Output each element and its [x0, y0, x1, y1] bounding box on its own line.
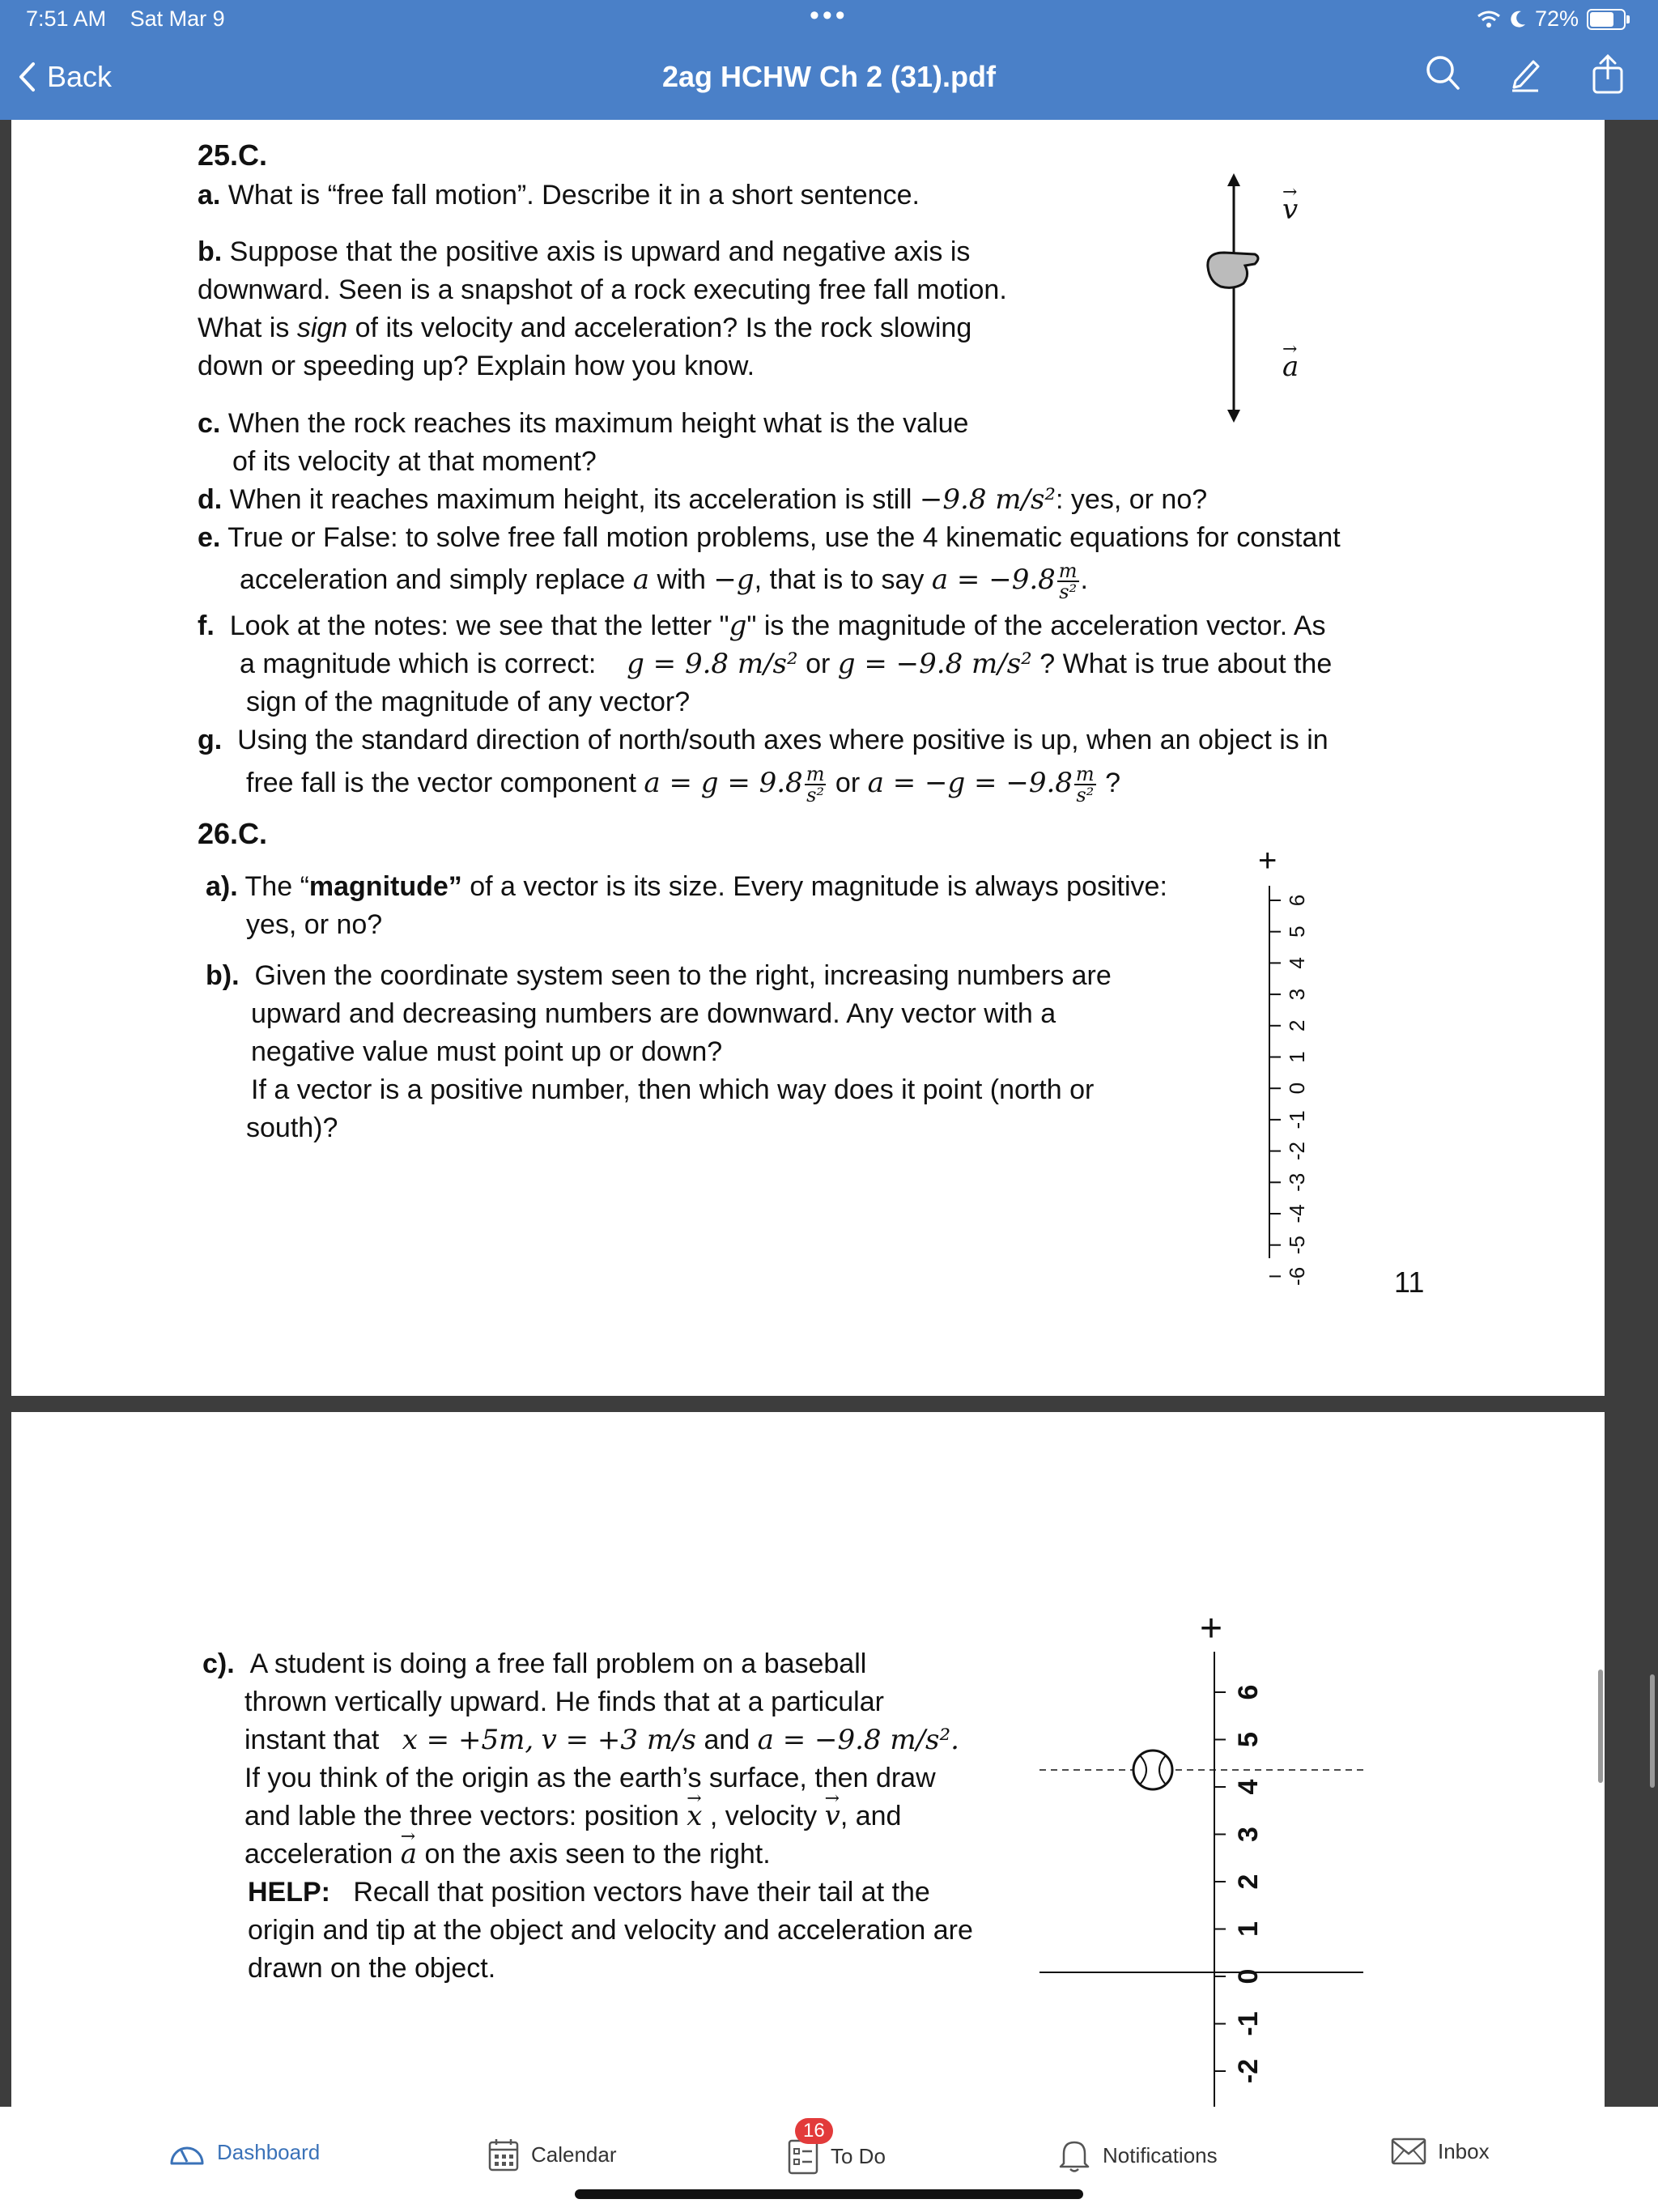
position-vector-symbol: → x [687, 1797, 702, 1836]
label-a-paren: a). [206, 871, 238, 902]
tab-notifications-label: Notifications [1103, 2142, 1218, 2167]
number-line-1-tick-label: -5 [1284, 1236, 1309, 1255]
question-25e-equation: a = −9.8 [931, 564, 1056, 596]
tab-todo[interactable] [787, 2138, 886, 2175]
question-25c-line1 [198, 405, 968, 443]
number-line-2-tick-label: -2 [1232, 2058, 1264, 2084]
help-line3: drawn on the object. [248, 1953, 496, 1984]
page-number: 11 [1394, 1266, 1425, 1299]
home-indicator[interactable] [575, 2189, 1083, 2199]
fraction-m-s2 [1074, 764, 1096, 805]
question-25b-text-pre: What is [198, 313, 290, 343]
question-26c-text6: acceleration [244, 1839, 393, 1870]
multitasking-dots[interactable]: ••• [810, 0, 848, 31]
question-25b-line2: downward. Seen is a snapshot of a rock executing free fall motion. [198, 274, 1007, 305]
question-25e-text2: acceleration and simply replace [240, 564, 626, 595]
label-b-paren: b). [206, 960, 240, 991]
question-26b-line4: If a vector is a positive number, then which way does it point (north or [251, 1074, 1095, 1105]
tab-dashboard[interactable] [168, 2138, 320, 2167]
question-25g-qmark: ? [1105, 768, 1121, 798]
question-25g-eq2: a = −g = −9.8 [867, 767, 1073, 799]
question-25d [198, 481, 1207, 519]
number-line-2-tick-label: 5 [1232, 1732, 1264, 1747]
number-line-2-tick-label: -1 [1232, 2011, 1264, 2036]
question-26c-line1 [202, 1645, 866, 1683]
bell-icon [1057, 2138, 1091, 2173]
question-25b-text-post: of its velocity and acceleration? Is the rock slowing [355, 313, 972, 343]
question-25e-line1 [198, 519, 1341, 557]
label-c: c. [198, 408, 221, 439]
help-line2: origin and tip at the object and velocity and acceleration are [248, 1915, 973, 1946]
number-line-1 [1250, 881, 1323, 1396]
battery-percent: 72% [1534, 6, 1579, 31]
help-line1 [248, 1874, 930, 1912]
tab-todo-label: To Do [831, 2143, 886, 2168]
question-25c-line2: of its velocity at that moment? [232, 446, 597, 477]
question-26b-text: Given the coordinate system seen to the right, increasing numbers are [254, 960, 1112, 991]
question-25f-or: or [806, 649, 831, 679]
question-26a-pre: The “ [244, 871, 309, 902]
number-line-2-tick-label: 3 [1232, 1827, 1264, 1842]
fraction-numerator: m [1058, 559, 1078, 583]
rock-shape [1208, 253, 1258, 287]
number-line-1-tick-label: -1 [1284, 1110, 1309, 1129]
diagram-arrow-down [1227, 410, 1240, 423]
question-26c-line4: If you think of the origin as the earth’s surface, then draw [244, 1763, 936, 1793]
number-line-1-tick-label: -3 [1284, 1172, 1309, 1192]
number-line-1-tick-label: 6 [1284, 894, 1309, 907]
question-26c-and: and [704, 1725, 750, 1755]
number-line-2-tick-label: 4 [1232, 1779, 1264, 1795]
rock-free-fall-diagram [1177, 168, 1323, 436]
question-25e-line2: acceleration and simply replace a with −g, that is to say a = −9.8 $\frac{m}{\text{s²}}$ . [240, 559, 1088, 604]
question-26c-eq-a: a = −9.8 m/s². [757, 1724, 959, 1756]
question-25f-line1 [198, 607, 1326, 645]
question-25f-option2: g = −9.8 m/s² [837, 648, 1032, 680]
question-26b-line1 [206, 957, 1112, 995]
question-26c-eq-v: v = +3 m/s [541, 1724, 696, 1756]
tab-notifications[interactable] [1057, 2138, 1218, 2173]
question-25f-text2b: ? What is true about the [1039, 649, 1333, 679]
question-25d-tail: : yes, or no? [1056, 484, 1208, 515]
question-25f-line2 [240, 645, 1332, 683]
question-25b-line3 [198, 309, 971, 347]
question-25f-option1: g = 9.8 m/s² [627, 648, 798, 680]
number-line-1-tick-label: -2 [1284, 1142, 1309, 1161]
number-line-1-tick-label: 4 [1284, 957, 1309, 969]
help-label: HELP: [248, 1877, 330, 1908]
number-line-1-tick-label: -4 [1284, 1204, 1309, 1223]
acceleration-vector-label [1282, 348, 1299, 386]
question-25a [198, 177, 920, 215]
question-25c-text: When the rock reaches its maximum height what is the value [227, 408, 969, 439]
tab-dashboard-label: Dashboard [217, 2139, 321, 2164]
number-line-2-tick-label: 1 [1232, 1921, 1264, 1937]
question-26c-text: A student is doing a free fall problem on a baseball [249, 1648, 867, 1679]
fraction-m-s2 [805, 764, 827, 805]
app-header [0, 0, 1658, 120]
annotate-pencil-icon[interactable] [1507, 53, 1543, 92]
label-f: f. [198, 610, 215, 641]
tab-inbox-label: Inbox [1438, 2138, 1490, 2163]
status-date: Sat Mar 9 [130, 6, 225, 31]
status-time: 7:51 AM [26, 6, 107, 31]
question-25f-line3: sign of the magnitude of any vector? [246, 687, 691, 717]
question-26a-post: of a vector is its size. Every magnitude is always positive: [461, 871, 1167, 902]
fraction-denominator: s² [806, 784, 825, 807]
battery-fill [1590, 12, 1613, 27]
label-a: a. [198, 180, 221, 211]
document-title: 2ag HCHW Ch 2 (31).pdf [661, 60, 996, 93]
question-26b-line5: south)? [246, 1112, 338, 1143]
fraction-numerator: m [806, 763, 825, 786]
question-25b-sign: sign [296, 313, 348, 343]
question-25e-say: , that is to say [754, 564, 925, 595]
section-heading-25c: 25.C. [198, 138, 268, 172]
question-25g-line2 [246, 764, 1120, 805]
number-line-2-tick-label: 2 [1232, 1874, 1264, 1890]
question-26c-eq-x: x = +5m, [402, 1724, 534, 1756]
axis-plus-sign: + [1258, 843, 1278, 878]
tab-calendar-label: Calendar [531, 2142, 617, 2167]
status-bar-right [1477, 6, 1626, 32]
label-d: d. [198, 484, 223, 515]
number-line-1-tick-label: 2 [1284, 1019, 1309, 1032]
number-line-1-tick-label: 3 [1284, 988, 1309, 1001]
moon-icon [1509, 10, 1527, 29]
question-25e-text: True or False: to solve free fall motion problems, use the 4 kinematic equations for constant [227, 522, 1341, 553]
label-c-paren: c). [202, 1648, 235, 1679]
axis-plus-sign-2: + [1200, 1607, 1223, 1650]
question-25d-text: When it reaches maximum height, its acceleration is still [229, 484, 912, 515]
scrollbar-thumb[interactable] [1598, 1670, 1603, 1783]
question-25g-or: or [835, 768, 861, 798]
number-line-1-tick-label: 5 [1284, 925, 1309, 938]
number-line-1-tick-label: 0 [1284, 1082, 1309, 1095]
question-26a-bold: magnitude” [308, 871, 462, 902]
question-26a-line1 [206, 868, 1167, 906]
question-26c-line3 [244, 1721, 959, 1759]
pdf-page-11[interactable] [11, 120, 1605, 1396]
fraction-denominator: s² [1076, 784, 1095, 807]
question-25g-line1 [198, 721, 1329, 759]
tab-calendar[interactable] [487, 2138, 617, 2172]
question-25f-g: g [729, 610, 747, 642]
dashboard-gauge-icon [168, 2138, 206, 2167]
todo-count-badge: 16 [795, 2118, 833, 2144]
number-line-1-tick-label: -6 [1284, 1266, 1309, 1286]
label-g: g. [198, 725, 223, 755]
question-25g-eq1: a = g = 9.8 [644, 767, 803, 799]
battery-icon [1587, 9, 1626, 30]
velocity-vector-label [1282, 191, 1298, 229]
label-b: b. [198, 236, 223, 267]
number-line-2-tick-label: 0 [1232, 1968, 1264, 1984]
question-26c-text5c: , and [840, 1801, 902, 1831]
question-26a-line2: yes, or no? [246, 909, 383, 940]
back-label: Back [47, 60, 113, 93]
question-26c-text5: and lable the three vectors: position [244, 1801, 679, 1831]
question-25g-text2: free fall is the vector component [246, 768, 636, 798]
pdf-page-12[interactable] [11, 1412, 1605, 2107]
share-icon[interactable] [1590, 53, 1626, 94]
baseball-icon [1133, 1750, 1172, 1789]
acceleration-vector-symbol: → a [401, 1836, 417, 1874]
page-scroll-thumb[interactable] [1650, 1674, 1655, 1788]
number-line-2 [1039, 1647, 1380, 2107]
wifi-icon [1477, 10, 1501, 29]
question-25b-line4: down or speeding up? Explain how you know. [198, 351, 755, 381]
question-25f-text-b: " is the magnitude of the acceleration vector. As [746, 610, 1326, 641]
question-26b-line2: upward and decreasing numbers are downward. Any vector with a [251, 998, 1056, 1029]
question-25g-text: Using the standard direction of north/south axes where positive is up, when an object is in [237, 725, 1329, 755]
question-25a-text: What is “free fall motion”. Describe it in a short sentence. [227, 180, 920, 211]
acceleration-symbol: → a [1282, 348, 1299, 386]
question-25e-neg-g: −g [713, 564, 755, 596]
question-26c-text3: instant that [244, 1725, 380, 1755]
section-heading-26c: 26.C. [198, 817, 268, 850]
question-25b-text: Suppose that the positive axis is upward and negative axis is [229, 236, 971, 267]
question-26c-line6 [244, 1836, 771, 1874]
number-line-1-tick-label: 1 [1284, 1051, 1309, 1063]
question-25b-line1 [198, 233, 970, 271]
fraction-numerator: m [1075, 763, 1095, 786]
question-25e-a: a [632, 564, 649, 596]
velocity-symbol: → v [1282, 191, 1298, 229]
fraction-denominator: s² [1059, 581, 1078, 604]
question-25e-with: with [657, 564, 706, 595]
velocity-vector-symbol: → v [825, 1797, 840, 1836]
envelope-icon [1391, 2138, 1426, 2165]
status-bar-left [26, 6, 243, 32]
diagram-arrow-up [1227, 173, 1240, 186]
label-e: e. [198, 522, 221, 553]
question-25f-text2: a magnitude which is correct: [240, 649, 597, 679]
toolbar-icons [1425, 53, 1626, 94]
question-25f-text: Look at the notes: we see that the letter " [229, 610, 729, 641]
question-26c-line2: thrown vertically upward. He finds that at a particular [244, 1687, 884, 1717]
question-26c-line5 [244, 1797, 901, 1836]
number-line-2-tick-label: 6 [1232, 1684, 1264, 1700]
calendar-icon [487, 2138, 520, 2172]
question-26c-text5b: , velocity [702, 1801, 818, 1831]
help-text: Recall that position vectors have their tail at the [353, 1877, 930, 1908]
search-icon[interactable] [1425, 53, 1460, 92]
fraction-m-s2 [1057, 561, 1079, 602]
question-25d-math: −9.8 m/s² [919, 483, 1056, 516]
question-26c-text6b: on the axis seen to the right. [424, 1839, 771, 1870]
question-26b-line3: negative value must point up or down? [251, 1036, 723, 1067]
tab-inbox[interactable] [1391, 2138, 1490, 2165]
